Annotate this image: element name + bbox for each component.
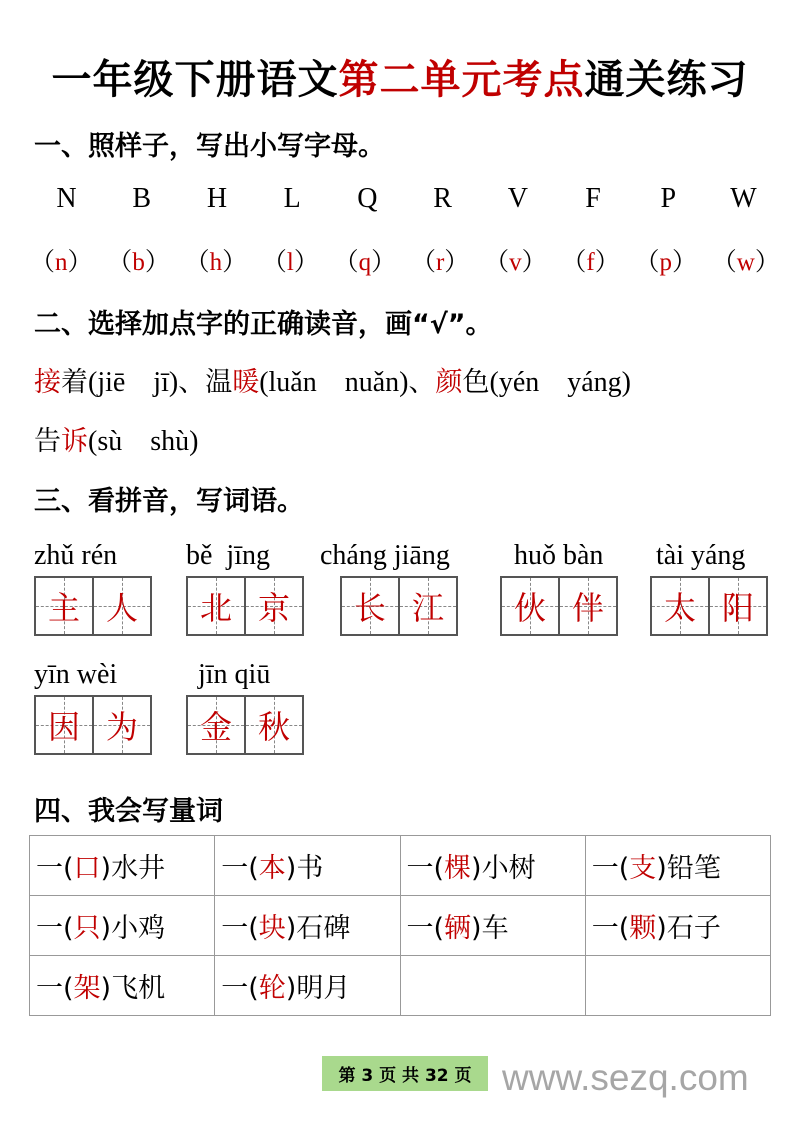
- answer-letter: v: [509, 249, 522, 276]
- measure-word-table: [29, 835, 771, 1016]
- tianzige-cell: [92, 578, 150, 634]
- table-row: [30, 956, 771, 1016]
- pinyin: yīn wèi: [34, 659, 118, 690]
- pinyin-options: (jiē jī): [88, 367, 179, 398]
- answer-char: 主: [47, 589, 80, 627]
- char: 色: [462, 367, 490, 398]
- noun: 石碑: [296, 913, 351, 944]
- answer-letter: f: [586, 249, 595, 276]
- noun: 水井: [111, 853, 166, 884]
- table-cell: 一(架)飞机: [30, 956, 215, 1016]
- noun: 明月: [296, 973, 351, 1004]
- section-3-heading: 三、看拼音，写词语。: [34, 486, 304, 517]
- pronunciation-line-1: [34, 360, 631, 400]
- table-cell: 一(支)铅笔: [585, 836, 770, 896]
- char: 着: [61, 367, 88, 398]
- char: 暖: [232, 367, 260, 398]
- letter: Q: [357, 183, 378, 214]
- table-row: [30, 836, 771, 896]
- noun: 书: [296, 853, 324, 884]
- answer-char: 太: [663, 589, 696, 627]
- answer-letter: q: [358, 249, 372, 276]
- tianzige-cell: [342, 578, 398, 634]
- answer-letter: h: [209, 249, 223, 276]
- char: 颜: [435, 367, 463, 398]
- table-cell: 一(只)小鸡: [30, 896, 215, 956]
- answer-letter: l: [286, 249, 294, 276]
- letter: W: [730, 183, 757, 214]
- noun: 小鸡: [111, 913, 166, 944]
- tianzige-cell: [188, 578, 244, 634]
- answer-char: 北: [199, 589, 232, 627]
- answer: 棵: [444, 853, 472, 884]
- char: 诉: [61, 426, 88, 457]
- pinyin: jīn qiū: [198, 659, 271, 690]
- answer-slot: （w）: [711, 249, 780, 276]
- tianzige-boxes: [340, 576, 458, 636]
- tianzige-cell: [188, 697, 244, 753]
- answer-char: 伙: [513, 589, 546, 627]
- pinyin-options: (sù shù): [88, 426, 199, 457]
- answer: 块: [258, 913, 286, 944]
- table-cell: 一(棵)小树: [400, 836, 585, 896]
- answer: 架: [73, 973, 101, 1004]
- answer-slot: （r）: [410, 249, 470, 276]
- tianzige-cell: [36, 578, 92, 634]
- letter: R: [433, 183, 452, 214]
- char: 告: [34, 426, 61, 457]
- answer: 辆: [444, 913, 472, 944]
- tianzige-cell: [398, 578, 456, 634]
- table-row: [30, 896, 771, 956]
- answer-char: 江: [411, 589, 444, 627]
- letter: B: [132, 183, 152, 214]
- tianzige-boxes: [650, 576, 768, 636]
- answer-slot: （l）: [261, 249, 319, 276]
- table-cell: [400, 956, 585, 1016]
- answer-char: 秋: [257, 708, 290, 746]
- pinyin: tài yáng: [656, 540, 746, 571]
- noun: 飞机: [111, 973, 166, 1004]
- noun: 车: [481, 913, 509, 944]
- table-cell: 一(口)水井: [30, 836, 215, 896]
- tianzige-cell: [502, 578, 558, 634]
- pinyin: cháng jiāng: [320, 540, 450, 571]
- tianzige-cell: [244, 697, 302, 753]
- table-cell: 一(轮)明月: [215, 956, 400, 1016]
- section-2-heading: 二、选择加点字的正确读音，画“√”。: [34, 309, 493, 340]
- table-cell: 一(块)石碑: [215, 896, 400, 956]
- answer: 本: [258, 853, 286, 884]
- answer-char: 为: [105, 708, 138, 746]
- answer-letter: b: [132, 249, 145, 276]
- letter: H: [206, 183, 228, 214]
- pinyin: zhǔ rén: [34, 540, 118, 571]
- answer: 只: [73, 913, 101, 944]
- answer-slot: （f）: [561, 249, 620, 276]
- answer-slot: （h）: [184, 249, 248, 276]
- table-cell: 一(颗)石子: [585, 896, 770, 956]
- answer-letter: r: [435, 249, 445, 276]
- noun: 小树: [481, 853, 536, 884]
- page-title: 一年级下册语文第二单元考点通关练习: [51, 57, 749, 103]
- tianzige-cell: [244, 578, 302, 634]
- answer-letter: w: [736, 249, 755, 276]
- answer-char: 金: [199, 708, 232, 746]
- table-cell: [585, 956, 770, 1016]
- answer: 颗: [629, 913, 657, 944]
- noun: 铅笔: [666, 853, 721, 884]
- pinyin-options: (yén yáng): [489, 367, 632, 398]
- separator: 、: [178, 367, 206, 398]
- answer-char: 人: [105, 589, 138, 627]
- answer-char: 京: [257, 589, 290, 627]
- answer-slot: （q）: [333, 249, 397, 276]
- answer: 支: [629, 853, 657, 884]
- answer-char: 因: [47, 708, 80, 746]
- answer: 口: [73, 853, 101, 884]
- letter: N: [56, 183, 77, 214]
- uppercase-letters: [30, 183, 780, 215]
- tianzige-boxes: [34, 695, 152, 755]
- letter: F: [585, 183, 601, 214]
- answer-slot: （b）: [107, 249, 170, 276]
- page-number: 第 3 页 共 32 页: [322, 1056, 488, 1091]
- tianzige-cell: [708, 578, 766, 634]
- answer-char: 阳: [721, 589, 754, 627]
- tianzige-cell: [652, 578, 708, 634]
- char: 温: [205, 367, 233, 398]
- watermark: www.sezq.com: [502, 1057, 749, 1098]
- pronunciation-line-2: [34, 419, 198, 459]
- tianzige-boxes: [186, 695, 304, 755]
- tianzige-cell: [558, 578, 616, 634]
- lowercase-answers: [30, 242, 780, 278]
- letter: V: [507, 183, 528, 214]
- tianzige-boxes: [34, 576, 152, 636]
- separator: 、: [408, 367, 436, 398]
- table-cell: 一(本)书: [215, 836, 400, 896]
- pinyin: huǒ bàn: [514, 540, 604, 571]
- tianzige-cell: [92, 697, 150, 753]
- pinyin-options: (luǎn nuǎn): [259, 367, 409, 398]
- answer-letter: p: [659, 249, 672, 276]
- letter: L: [283, 183, 301, 214]
- answer-slot: （n）: [30, 249, 93, 276]
- answer-slot: （p）: [634, 249, 698, 276]
- answer: 轮: [258, 973, 286, 1004]
- tianzige-boxes: [500, 576, 618, 636]
- tianzige-cell: [36, 697, 92, 753]
- section-1-heading: 一、照样子，写出小写字母。: [34, 131, 385, 162]
- table-cell: 一(辆)车: [400, 896, 585, 956]
- noun: 石子: [666, 913, 721, 944]
- letter: P: [660, 183, 677, 214]
- pinyin: bě jīng: [186, 540, 270, 571]
- answer-char: 伴: [571, 589, 604, 627]
- char: 接: [34, 367, 61, 398]
- tianzige-boxes: [186, 576, 304, 636]
- answer-slot: （v）: [484, 249, 547, 276]
- answer-letter: n: [55, 249, 68, 276]
- answer-char: 长: [353, 589, 386, 627]
- section-4-heading: 四、我会写量词: [34, 796, 223, 827]
